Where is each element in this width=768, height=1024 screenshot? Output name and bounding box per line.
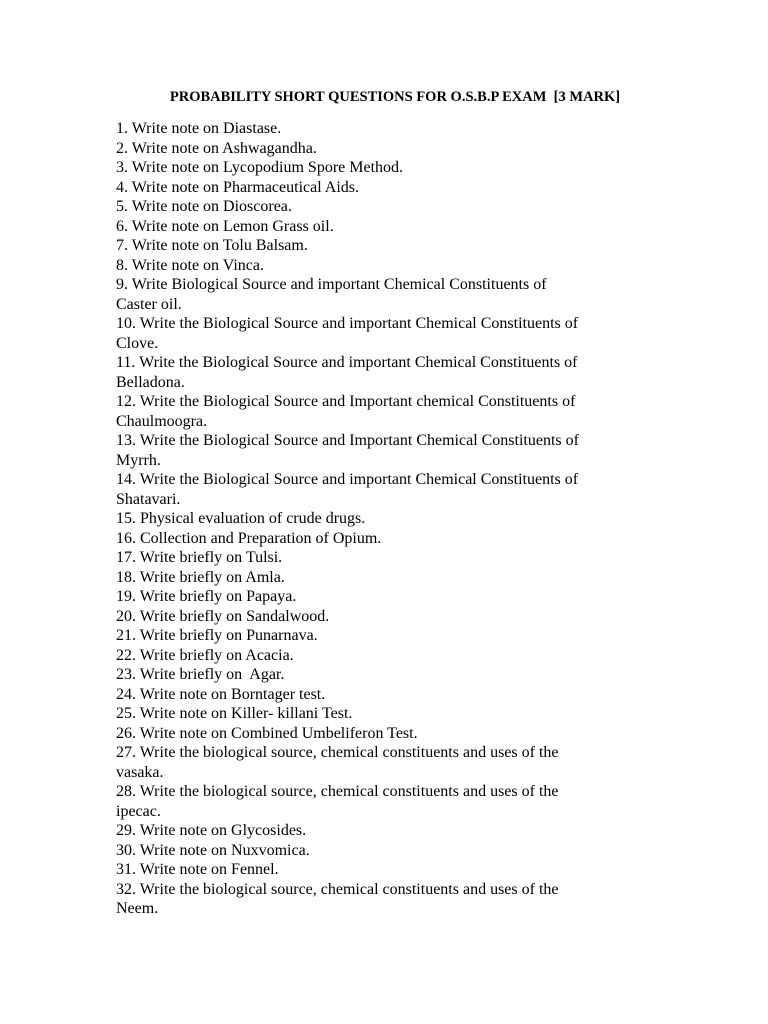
question-item [116, 392, 656, 431]
question-line: Myrrh. [116, 451, 161, 469]
question-line: 1. Write note on Diastase. [116, 120, 282, 137]
question-item [116, 256, 656, 276]
question-line: 25. Write note on Killer- killani Test. [116, 705, 353, 722]
question-line: 21. Write briefly on Punarnava. [116, 627, 318, 644]
question-line: ipecac. [116, 802, 161, 820]
question-line: 11. Write the Biological Source and important Chemical Constituents of [116, 354, 578, 371]
question-item [116, 665, 656, 685]
question-line: 32. Write the biological source, chemical constituents and uses of the [116, 880, 559, 898]
question-line: Belladona. [116, 373, 185, 391]
question-item [116, 178, 656, 198]
question-line: 5. Write note on Dioscorea. [116, 198, 292, 215]
question-line: vasaka. [116, 763, 164, 781]
question-line: 31. Write note on Fennel. [116, 861, 279, 878]
question-item [116, 139, 656, 159]
question-item [116, 587, 656, 607]
question-line: 16. Collection and Preparation of Opium. [116, 529, 382, 547]
question-item [116, 158, 656, 178]
question-item [116, 548, 656, 568]
question-item [116, 646, 656, 666]
question-line: 27. Write the biological source, chemical constituents and uses of the [116, 744, 559, 761]
question-item [116, 529, 656, 549]
question-item [116, 607, 656, 627]
question-item [116, 685, 656, 705]
question-line: 7. Write note on Tolu Balsam. [116, 237, 308, 254]
question-line: 8. Write note on Vinca. [116, 256, 264, 274]
question-line: 17. Write briefly on Tulsi. [116, 549, 283, 566]
question-line: 10. Write the Biological Source and important Chemical Constituents of [116, 315, 579, 332]
question-line: 18. Write briefly on Amla. [116, 568, 285, 586]
question-item [116, 860, 656, 880]
question-item [116, 880, 656, 919]
question-item [116, 217, 656, 237]
question-item [116, 568, 656, 588]
question-line: 12. Write the Biological Source and Important chemical Constituents of [116, 393, 576, 410]
question-line: 29. Write note on Glycosides. [116, 822, 307, 839]
question-item [116, 841, 656, 861]
question-item [116, 314, 656, 353]
question-line: 4. Write note on Pharmaceutical Aids. [116, 178, 359, 196]
question-item [116, 353, 656, 392]
question-line: 28. Write the biological source, chemical constituents and uses of the [116, 783, 559, 800]
question-line: Neem. [116, 900, 159, 917]
question-line: Caster oil. [116, 295, 182, 313]
question-line: 26. Write note on Combined Umbeliferon Test. [116, 724, 418, 742]
question-item [116, 782, 656, 821]
question-line: 15. Physical evaluation of crude drugs. [116, 510, 366, 527]
question-line: 14. Write the Biological Source and important Chemical Constituents of [116, 471, 579, 488]
question-line: 22. Write briefly on Acacia. [116, 646, 294, 664]
question-item [116, 724, 656, 744]
question-line: 3. Write note on Lycopodium Spore Method. [116, 159, 404, 176]
question-line: 13. Write the Biological Source and Important Chemical Constituents of [116, 432, 579, 449]
question-line: 9. Write Biological Source and important Chemical Constituents of [116, 276, 547, 293]
question-line: 23. Write briefly on Agar. [116, 666, 285, 683]
question-line: 20. Write briefly on Sandalwood. [116, 607, 330, 625]
question-line: 2. Write note on Ashwagandha. [116, 139, 317, 157]
question-item [116, 743, 656, 782]
question-item [116, 470, 656, 509]
question-line: Clove. [116, 334, 159, 352]
question-item [116, 821, 656, 841]
question-item [116, 704, 656, 724]
question-item [116, 509, 656, 529]
question-line: 30. Write note on Nuxvomica. [116, 841, 310, 859]
question-line: 6. Write note on Lemon Grass oil. [116, 217, 334, 235]
question-list [116, 119, 656, 919]
question-line: 19. Write briefly on Papaya. [116, 588, 297, 605]
question-item [116, 431, 656, 470]
question-item [116, 236, 656, 256]
document-title: PROBABILITY SHORT QUESTIONS FOR O.S.B.P EXAM [3 MARK] [169, 89, 621, 105]
question-line: Shatavari. [116, 490, 181, 508]
question-item [116, 119, 656, 139]
question-line: 24. Write note on Borntager test. [116, 685, 326, 703]
question-item [116, 275, 656, 314]
question-line: Chaulmoogra. [116, 412, 208, 430]
question-item [116, 626, 656, 646]
question-item [116, 197, 656, 217]
